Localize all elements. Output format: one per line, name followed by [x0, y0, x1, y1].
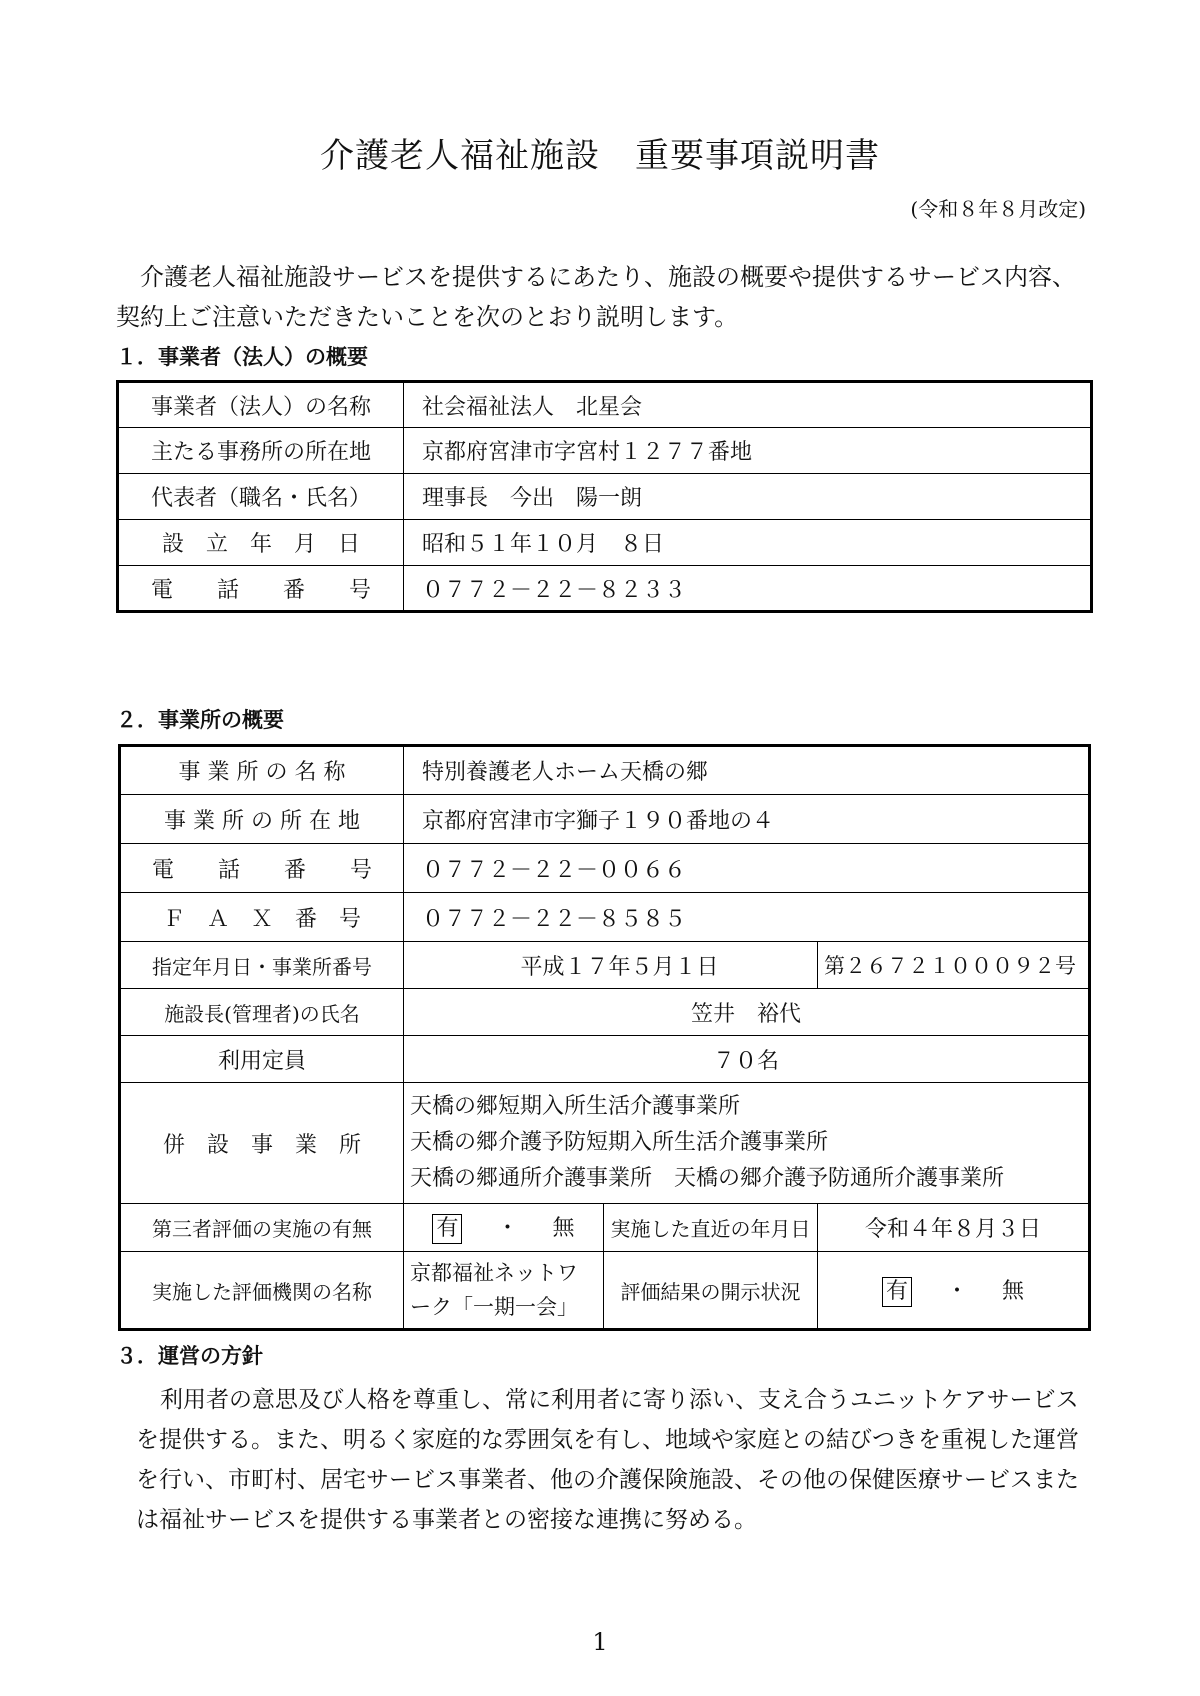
disclosure-label: 評価結果の開示状況 [604, 1252, 818, 1330]
facility-fax-label: Ｆ Ａ Ｘ 番 号 [120, 893, 404, 942]
row-label: 設 立 年 月 日 [118, 520, 404, 566]
table-row [120, 1252, 1090, 1330]
annex-item: 天橋の郷通所介護事業所 天橋の郷介護予防通所介護事業所 [410, 1166, 1005, 1191]
evaluation-status [404, 1204, 604, 1252]
evaluation-no: 無 [552, 1216, 575, 1241]
row-value: ０７７２－２２－８２３３ [404, 566, 1092, 612]
evaluator-name-line: ーク「一期一会」 [410, 1295, 578, 1319]
row-label: 事業者（法人）の名称 [118, 382, 404, 428]
row-value: 昭和５１年１０月 ８日 [404, 520, 1092, 566]
table-row [120, 746, 1090, 795]
evaluator-label: 実施した評価機関の名称 [120, 1252, 404, 1330]
capacity-value: ７０名 [404, 1036, 1090, 1083]
disclosure-no: 無 [1002, 1278, 1025, 1304]
annex-item: 天橋の郷介護予防短期入所生活介護事業所 [410, 1130, 829, 1155]
table-row [120, 1036, 1090, 1083]
annex-item: 天橋の郷短期入所生活介護事業所 [410, 1094, 741, 1119]
designation-number: 第２６７２１０００９２号 [818, 942, 1090, 989]
revision-date: (令和８年８月改定) [910, 197, 1086, 221]
corporation-table [116, 380, 1093, 613]
facility-fax-value: ０７７２－２２－８５８５ [404, 893, 1090, 942]
disclosure-separator: ・ [946, 1278, 969, 1304]
evaluation-date-value: 令和４年８月３日 [818, 1204, 1090, 1252]
table-row [118, 566, 1092, 612]
table-row [118, 428, 1092, 474]
evaluation-yes-marked: 有 [432, 1214, 462, 1244]
facility-phone-label: 電 話 番 号 [120, 844, 404, 893]
designation-label: 指定年月日・事業所番号 [120, 942, 404, 989]
disclosure-status [818, 1252, 1090, 1330]
evaluator-name [404, 1252, 604, 1330]
table-row [120, 844, 1090, 893]
capacity-label: 利用定員 [120, 1036, 404, 1083]
section3-heading: ３．運営の方針 [116, 1344, 263, 1368]
manager-label: 施設長(管理者)の氏名 [120, 989, 404, 1036]
policy-paragraph: 利用者の意思及び人格を尊重し、常に利用者に寄り添い、支え合うユニットケアサービスを提供する。また、明るく家庭的な雰囲気を有し、地域や家庭との結びつきを重視した運営を行い、市町村、居宅サービス事業者、他の介護保険施設、その他の保健医療サービスまたは福祉サービスを提供する事業者との密接な連携に努める。 [136, 1387, 1079, 1533]
table-row [120, 1083, 1090, 1204]
page-number: 1 [592, 1628, 608, 1656]
annex-label: 併 設 事 業 所 [120, 1083, 404, 1204]
row-value: 社会福祉法人 北星会 [404, 382, 1092, 428]
intro-paragraph: 介護老人福祉施設サービスを提供するにあたり、施設の概要や提供するサービス内容、契約上ご注意いただきたいことを次のとおり説明します。 [116, 263, 1076, 331]
designation-date: 平成１７年５月１日 [404, 942, 818, 989]
table-row [118, 520, 1092, 566]
section2-heading: ２．事業所の概要 [116, 708, 284, 732]
annex-list [404, 1083, 1090, 1204]
table-row [118, 474, 1092, 520]
facility-name-value: 特別養護老人ホーム天橋の郷 [404, 746, 1090, 795]
facility-address-value: 京都府宮津市字獅子１９０番地の４ [404, 795, 1090, 844]
row-label: 代表者（職名・氏名） [118, 474, 404, 520]
row-label: 電 話 番 号 [118, 566, 404, 612]
manager-value: 笠井 裕代 [404, 989, 1090, 1036]
facility-address-label: 事 業 所 の 所 在 地 [120, 795, 404, 844]
evaluator-name-line: 京都福祉ネットワ [410, 1261, 578, 1285]
facility-name-label: 事 業 所 の 名 称 [120, 746, 404, 795]
facility-table [118, 744, 1091, 1331]
table-row [120, 1204, 1090, 1252]
table-row [120, 893, 1090, 942]
table-row [120, 989, 1090, 1036]
disclosure-yes-marked: 有 [882, 1277, 912, 1307]
evaluation-separator: ・ [496, 1216, 519, 1241]
facility-phone-value: ０７７２－２２－００６６ [404, 844, 1090, 893]
evaluation-date-label: 実施した直近の年月日 [604, 1204, 818, 1252]
row-label: 主たる事務所の所在地 [118, 428, 404, 474]
document-title: 介護老人福祉施設 重要事項説明書 [320, 136, 880, 176]
evaluation-label: 第三者評価の実施の有無 [120, 1204, 404, 1252]
table-row [120, 795, 1090, 844]
section1-heading: １．事業者（法人）の概要 [116, 345, 368, 369]
table-row [118, 382, 1092, 428]
row-value: 理事長 今出 陽一朗 [404, 474, 1092, 520]
row-value: 京都府宮津市字宮村１２７７番地 [404, 428, 1092, 474]
table-row [120, 942, 1090, 989]
